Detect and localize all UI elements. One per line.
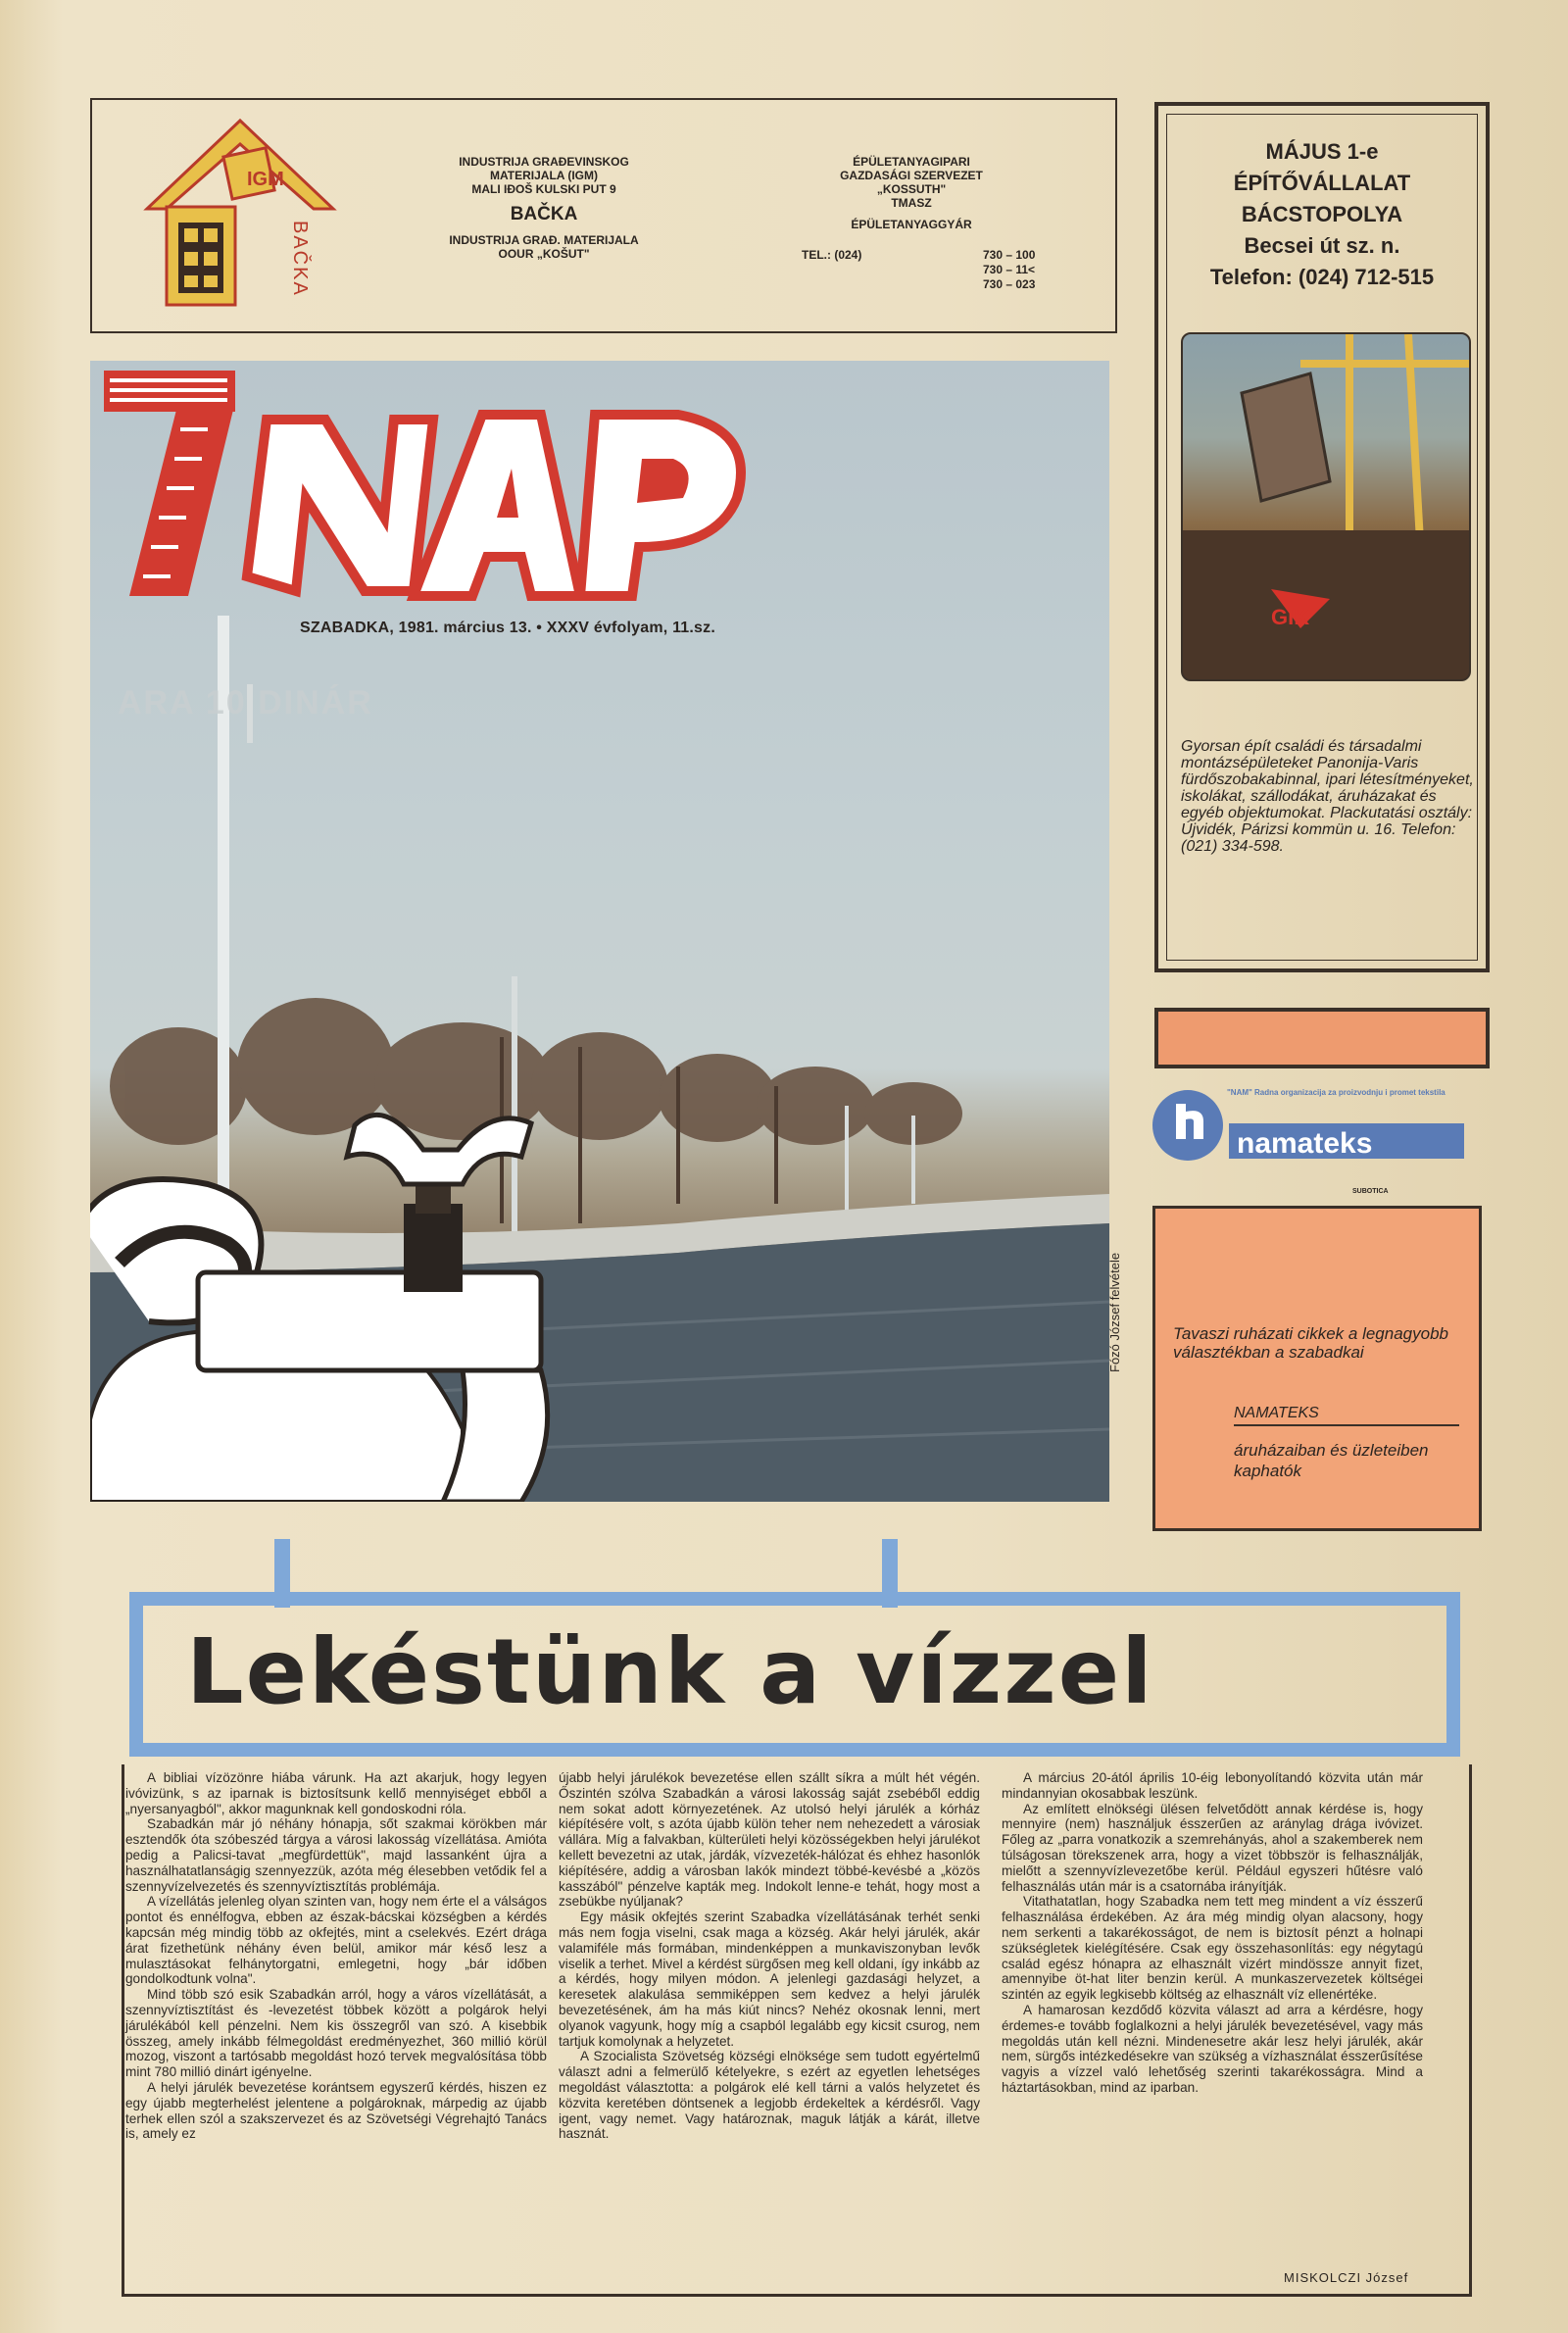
photo-credit: Fózó József felvétele	[1107, 1252, 1122, 1372]
article-column-2	[559, 1770, 980, 2142]
gik-sign: GIK	[1271, 605, 1310, 629]
tel-numbers	[983, 248, 1035, 292]
paragraph: Vitathatatlan, hogy Szabadka nem tett meg mindent a víz ésszerű felhasználása érdekében. Az ára még mindig olyan alacsony, hogy nem serkenti a takarékosságot, de nem is biztosít pénzt a holnapi szükségletek kielégítésére. Csak egy összehasonlítás: egy négytagú család egész hónapra az elhasznált vizért mindössze annyit fizet, amennyibe öt-hat liter benzin kerül. A munkaszervezetek költségei szintén az egyik legkisebb költség az elhasznált víz ellenértéke.	[1002, 1894, 1423, 2003]
paragraph: A március 20-ától április 10-éig lebonyolítandó közvita után már mindannyian okosabbak leszünk.	[1002, 1770, 1423, 1801]
namateks-tagline: "NAM" Radna organizacija za proizvodnju i promet tekstila	[1227, 1088, 1446, 1097]
paragraph: Egy másik okfejtés szerint Szabadka vízellátásának terhét senki más nem fogja viselni, csak maga a község. Akár helyi járulék, akár valamiféle más formában, mindenképpen a munkaviszonyban levők viselik a terhet. Mivel a kérdést sürgősen meg kell oldani, így inkább az a kérdés, hogy milyen módon. A jelenlegi gazdasági helyzet, a keresetek alakulása semmiképpen sem kedvez a helyi járulék bevezetésének, ám ha más kiút nincs? Nehéz okosnak lenni, mert olyanok vagyunk, hogy míg a csapból legalább egy kicsit csurog, nem tartjuk komolynak a helyzetet.	[559, 1910, 980, 2049]
namateks-name: NAMATEKS	[1234, 1405, 1459, 1426]
igm-address-hungarian	[794, 155, 1029, 231]
igm-line: MATERIJALA (IGM)	[490, 169, 598, 182]
article-author: MISKOLCZI József	[1284, 2270, 1409, 2285]
namateks-ad-box	[1152, 1206, 1482, 1531]
igm-line: „KOSSUTH"	[876, 182, 947, 196]
lakeside-photo	[90, 361, 1109, 1502]
paragraph: A bibliai vízözönre hiába várunk. Ha azt akarjuk, hogy legyen ivóvizünk, s az iparnak is biztosítsunk kellő mennyiséget ebből a „nyersanyagból", akkor magunknak kell gondoskodni róla.	[125, 1770, 547, 1816]
paragraph: A hamarosan kezdődő közvita választ ad arra a kérdésre, hogy érdemes-e tovább foglalkozni a helyi járulék bevezetésével, vagy más megoldás után kell nézni. Mindenesetre akár lesz helyi járulék, akár nem, sürgős intézkedésekre van szükség a vízhasználat ésszerűsítése vagyis a vízzel való lehetőség szerinti takarékosságra. Mind a háztartásokban, mind az iparban.	[1002, 2002, 1423, 2095]
igm-line: ÉPÜLETANYAGIPARI	[853, 155, 970, 169]
namateks-text-end: áruházaiban és üzleteiben kaphatók	[1234, 1441, 1429, 1480]
photo-scene	[90, 361, 1109, 1502]
headline-connector-left	[274, 1539, 290, 1608]
paragraph: A helyi járulék bevezetése korántsem egyszerű kérdés, hiszen ez egy újabb megterhelést jelentene a polgároknak, márpedig az újabb terhek ellen szól a szakszervezet és az Szövetségi Végrehajtó Tanács is, amely ez	[125, 2079, 547, 2142]
gik-head-line: ÉPÍTŐVÁLLALAT	[1233, 171, 1411, 195]
article-column-1	[125, 1770, 547, 2142]
gik-head-line: Telefon: (024) 712-515	[1209, 265, 1435, 289]
paragraph: Az említett elnökségi ülésen felvetődött annak kérdése is, hogy mennyire (nem) használjuk ésszerűen az aránylag drága ivóvizet. Főleg az „parra vonatkozik a szemrehányás, ahol a szakemberek nem túlságosan törekszenek arra, hogy a vizet többször is felhasználják, mielőtt a szennyvízlevezetőbe kerül. Például egyszeri hűtésre való felhasználás után már is a csatornába irányítják.	[1002, 1801, 1423, 1894]
igm-address-serbian	[412, 155, 676, 261]
crane-scene	[1183, 334, 1469, 679]
article-headline: Lekéstünk a vízzel	[186, 1619, 1154, 1724]
paragraph: újabb helyi járulékok bevezetése ellen szállt síkra a múlt hét végén. Őszintén szólva Szabadkán a városi lakosság saját zsebéből eddig nem sokat adott környezetének. Az utolsó helyi járulék a kórház kiépítésére volt, s azóta újabb külön teher nem nehezedett a városiak vállára. Míg a falvakban, külterületi helyi közösségekben helyi járulékot kellett bevezetni az utak, járdák, vízvezeték-hálózat és ehhez hasonlók kiépítésére, addig a városban lakók mindezt többé-kevésbé a „közös kasszából" pénzelve kapták meg. Indokolt lenne-e tehát, hogy most a zsebükbe nyúljanak?	[559, 1770, 980, 1910]
gik-inner-frame	[1166, 114, 1478, 961]
orange-ad-bar	[1154, 1008, 1490, 1068]
tel-label: TEL.: (024)	[802, 248, 862, 262]
igm-line: ÉPÜLETANYAGGYÁR	[851, 218, 972, 231]
paragraph: A vízellátás jelenleg olyan szinten van, hogy nem érte el a válságos pontot és ennélfogva, ebben az észak-bácskai községben a kérdés kapcsán még mindig több az okfejtés, mint a cselekvés. Ezért drága árat fizethetünk néhány éven belül, amikor már késő lesz a mulasztásokat felhánytorgatni, emlegetni, hogy „bár időben gondolkodtunk volna".	[125, 1894, 547, 1987]
price-label: ARA 10 DINÁR	[118, 684, 373, 721]
paragraph: Mind több szó esik Szabadkán arról, hogy a város vízellátását, a szennyvíztisztítást és -levezetést többek között a polgárok helyi járulékából kell pénzelni. Nem kis összegről van szó. A kisebbik összeg, amely inkább félmegoldást eredményezhet, 360 millió körül mozog, viszont a tartósabb megoldást hozó tervek megvalósítása több mint 780 millió dinárt igényelne.	[125, 1987, 547, 2080]
gik-heading	[1167, 136, 1477, 293]
igm-line: GAZDASÁGI SZERVEZET	[840, 169, 983, 182]
tel-number: 730 – 11<	[983, 263, 1036, 276]
article-column-3	[1002, 1770, 1423, 2096]
masthead-logo	[106, 372, 741, 596]
igm-line: OOUR „KOŠUT"	[498, 247, 590, 261]
tel-number: 730 – 100	[983, 248, 1036, 262]
gik-head-line: BÁCSTOPOLYA	[1241, 202, 1403, 226]
water-tap-illustration	[90, 1115, 548, 1502]
igm-line: TMASZ	[891, 196, 932, 210]
igm-line: INDUSTRIJA GRAĐ. MATERIJALA	[449, 233, 639, 247]
igm-house-logo	[137, 113, 343, 314]
igm-line: INDUSTRIJA GRAĐEVINSKOG	[459, 155, 629, 169]
igm-line: MALI IĐOŠ KULSKI PUT 9	[471, 182, 616, 196]
masthead-date-line: SZABADKA, 1981. március 13. • XXXV évfolyam, 11.sz.	[300, 620, 715, 636]
gik-head-line: MÁJUS 1-e	[1265, 139, 1379, 164]
paragraph: A Szocialista Szövetség községi elnöksége sem tudott egyértelmű választ adni a felmerülő kételyekre, s ezért az egyetlen lehetséges megoldást választotta: a polgárok elé kell tárni a valós helyzetet és közvita keretében döntsenek a legjobb érdekeltek a kérdésről. Vagy igent, vagy nemet. Vagy határoznak, maguk látják a kárát, illetve hasznát.	[559, 2049, 980, 2142]
igm-backa-title: BAČKA	[510, 204, 578, 224]
tel-number: 730 – 023	[983, 277, 1036, 291]
gik-head-line: Becsei út sz. n.	[1244, 233, 1400, 258]
igm-logo-letters: IGM	[247, 169, 284, 190]
namateks-text: Tavaszi ruházati cikkek a legnagyobb választékban a szabadkai	[1173, 1324, 1448, 1362]
backa-vertical-letters: BAČKA	[289, 221, 311, 297]
subotica-label: SUBOTICA	[1352, 1188, 1389, 1195]
namateks-wordmark: namateks	[1237, 1127, 1373, 1160]
crane-photo	[1181, 332, 1471, 681]
paragraph: Szabadkán már jó néhány hónapja, sőt szakmai körökben már esztendők óta szóbeszéd tárgya a városi lakosság vízellátása. Amióta pedig a Palicsi-tavat „megfürdettük", majd lassanként újra a használhatatlanságig szennyezzük, azóta még élesebben vetődik fel a szennyvízelvezetés és szennyvíztisztítás problémája.	[125, 1816, 547, 1894]
gik-ad	[1154, 102, 1490, 972]
gik-description: Gyorsan épít családi és társadalmi montázsépületeket Panonija-Varis fürdőszobakabinnal, ipari létesítményeket, iskolákat, szállodákat, áruházakat és egyéb objektumokat. Plackutatási osztály: Újvidék, Párizsi kommün u. 16. Telefon: (021) 334-598.	[1181, 738, 1474, 855]
igm-telephone	[802, 248, 1066, 291]
headline-connector-right	[882, 1539, 898, 1608]
